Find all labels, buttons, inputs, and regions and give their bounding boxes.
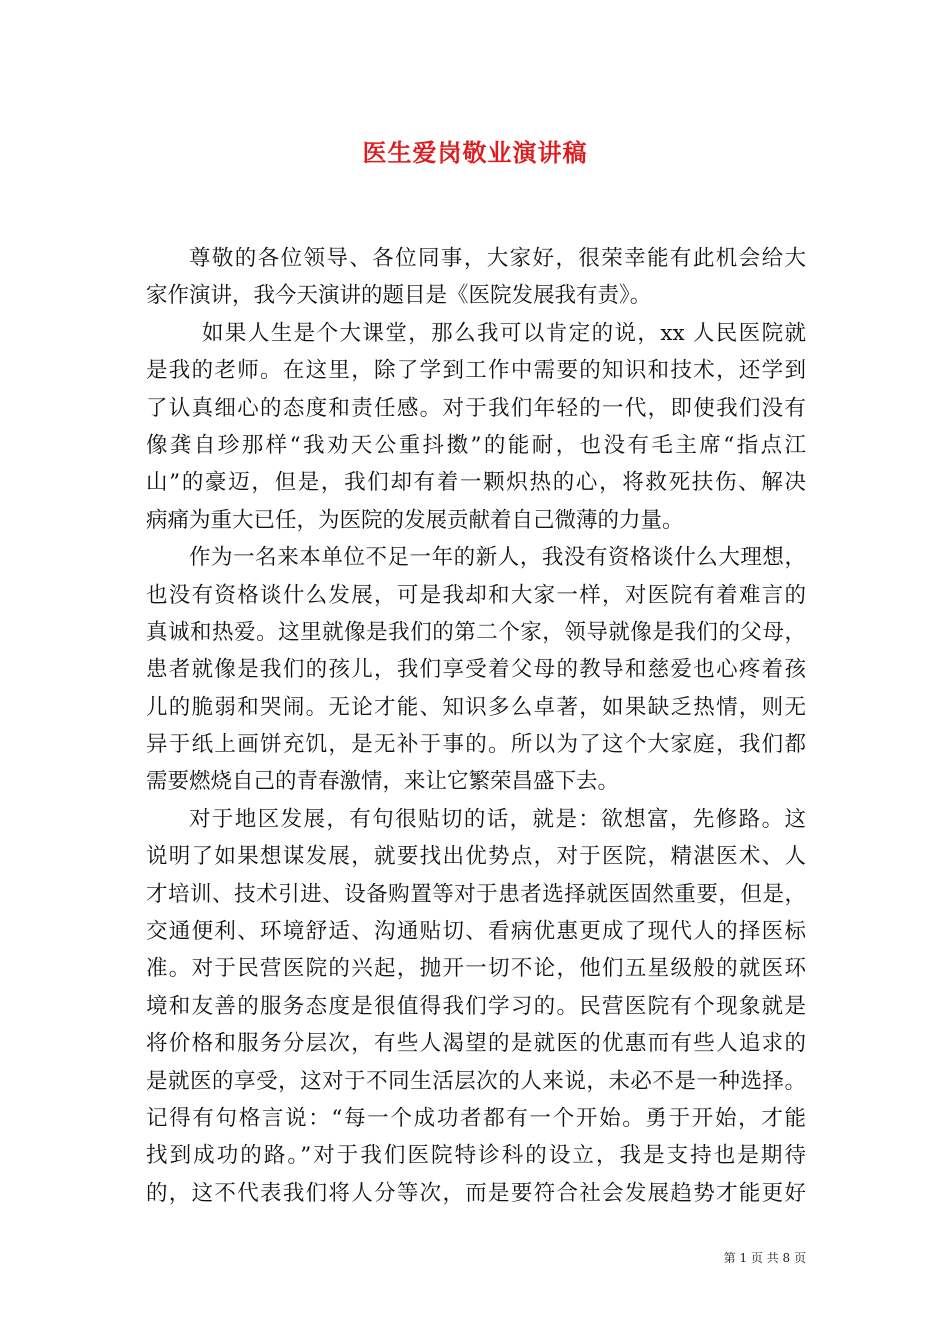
body-line: 需要燃烧自己的青春激情，来让它繁荣昌盛下去。 — [146, 769, 620, 795]
body-line: 了认真细心的态度和责任感。对于我们年轻的一代，即使我们没有 — [146, 395, 806, 421]
body-line: 也没有资格谈什么发展，可是我却和大家一样，对医院有着难言的 — [146, 582, 806, 608]
document-title: 医生爱岗敬业演讲稿 — [362, 138, 588, 167]
body-line: 说明了如果想谋发展，就要找出优势点，对于医院，精湛医术、人 — [146, 844, 806, 870]
body-line: 山”的豪迈，但是，我们却有着一颗炽热的心，将救死扶伤、解决 — [146, 470, 806, 496]
body-line: 尊敬的各位领导、各位同事，大家好，很荣幸能有此机会给大 — [189, 246, 806, 271]
body-line: 家作演讲，我今天演讲的题目是《医院发展我有责》。 — [146, 283, 652, 309]
body-line: 异于纸上画饼充饥，是无补于事的。所以为了这个大家庭，我们都 — [146, 732, 806, 758]
body-line: 是就医的享受，这对于不同生活层次的人来说，未必不是一种选择。 — [146, 1068, 806, 1094]
body-line: 对于地区发展，有句很贴切的话，就是：欲想富，先修路。这 — [189, 806, 806, 832]
page-number-footer: 第 1 页 共 8 页 — [723, 1251, 806, 1265]
body-line: 作为一名来本单位不足一年的新人，我没有资格谈什么大理想， — [189, 545, 806, 571]
document-body — [146, 240, 806, 1212]
body-line: 是我的老师。在这里，除了学到工作中需要的知识和技术，还学到 — [146, 358, 806, 384]
body-line: 病痛为重大已任，为医院的发展贡献着自己微薄的力量。 — [146, 507, 684, 533]
body-line: 准。对于民营医院的兴起，抛开一切不论，他们五星级般的就医环 — [146, 956, 806, 982]
body-line: 像龚自珍那样“我劝天公重抖擞”的能耐，也没有毛主席“指点江 — [146, 432, 806, 458]
body-line: 才培训、技术引进、设备购置等对于患者选择就医固然重要，但是， — [146, 881, 806, 907]
body-line: 将价格和服务分层次，有些人渴望的是就医的优惠而有些人追求的 — [146, 1031, 806, 1057]
body-line: 交通便利、环境舒适、沟通贴切、看病优惠更成了现代人的择医标 — [146, 919, 806, 945]
body-line: 记得有句格言说：“每一个成功者都有一个开始。勇于开始，才能 — [146, 1105, 806, 1131]
body-line: 如果人生是个大课堂，那么我可以肯定的说，xx 人民医院就 — [202, 320, 806, 346]
body-line: 儿的脆弱和哭闹。无论才能、知识多么卓著，如果缺乏热情，则无 — [146, 694, 806, 720]
body-line: 的，这不代表我们将人分等次，而是要符合社会发展趋势才能更好 — [146, 1180, 806, 1206]
body-line: 真诚和热爱。这里就像是我们的第二个家，领导就像是我们的父母， — [146, 619, 806, 645]
body-line: 找到成功的路。”对于我们医院特诊科的设立，我是支持也是期待 — [146, 1143, 806, 1169]
body-line: 境和友善的服务态度是很值得我们学习的。民营医院有个现象就是 — [146, 993, 806, 1019]
body-line: 患者就像是我们的孩儿，我们享受着父母的教导和慈爱也心疼着孩 — [146, 657, 806, 683]
